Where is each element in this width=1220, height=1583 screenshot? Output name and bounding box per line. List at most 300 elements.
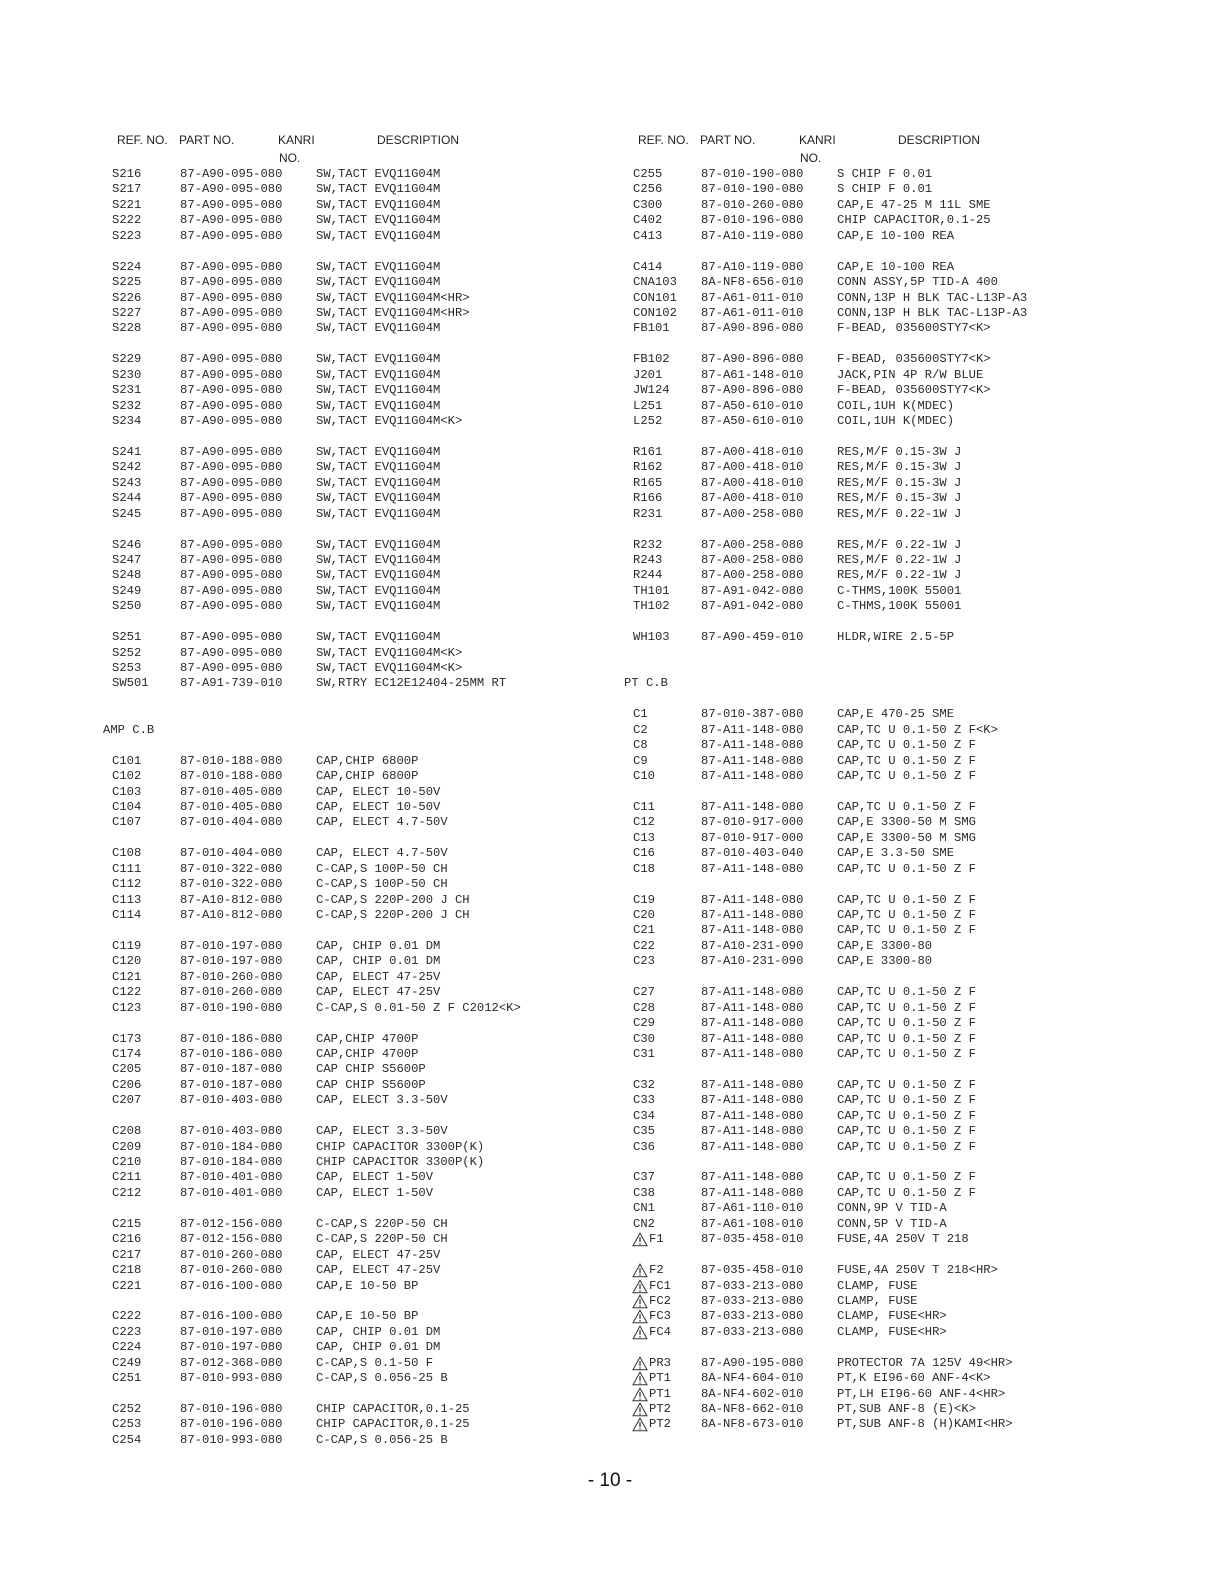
part-no: 87-A11-148-080 — [701, 1170, 804, 1185]
part-no: 87-A11-148-080 — [701, 1016, 804, 1031]
description: F-BEAD, 035600STY7<K> — [837, 321, 991, 336]
ref-no: C205 — [112, 1062, 142, 1077]
part-no: 87-A11-148-080 — [701, 753, 804, 768]
ref-no: C217 — [112, 1247, 142, 1262]
description: CONN,13P H BLK TAC-L13P-A3 — [837, 305, 1028, 320]
part-no: 8A-NF4-602-010 — [701, 1386, 804, 1401]
ref-no: F2 — [649, 1263, 664, 1278]
description: SW,RTRY EC12E12404-25MM RT — [316, 676, 507, 691]
description: SW,TACT EVQ11G04M — [316, 460, 441, 475]
description: CAP,E 3300-80 — [837, 938, 933, 953]
part-no: 87-A11-148-080 — [701, 722, 804, 737]
ref-no: C38 — [633, 1185, 655, 1200]
ref-no: C23 — [633, 954, 655, 969]
description: CAP,TC U 0.1-50 Z F — [837, 1185, 976, 1200]
part-no: 87-010-260-080 — [180, 1263, 283, 1278]
description: C-CAP,S 220P-200 J CH — [316, 908, 470, 922]
part-no: 87-A61-148-010 — [701, 367, 804, 382]
part-no-heading: PART NO. — [700, 133, 756, 147]
ref-no: C215 — [112, 1216, 142, 1231]
description: CAP, CHIP 0.01 DM — [316, 954, 441, 969]
description: CAP,TC U 0.1-50 Z F — [837, 753, 976, 768]
description: C-CAP,S 220P-50 CH — [316, 1216, 448, 1231]
part-no: 87-A90-095-080 — [180, 444, 283, 459]
warning-triangle-icon — [632, 1279, 648, 1294]
ref-no: S227 — [112, 305, 142, 320]
part-no: 87-010-187-080 — [180, 1077, 283, 1092]
ref-no: S234 — [112, 414, 142, 428]
part-no: 87-010-387-080 — [701, 707, 804, 722]
part-no: 87-010-197-080 — [180, 954, 283, 969]
description: CAP,TC U 0.1-50 Z F — [837, 892, 976, 907]
part-no: 87-A61-011-010 — [701, 305, 804, 320]
part-no: 87-010-196-080 — [701, 213, 804, 228]
ref-no: FB102 — [633, 352, 670, 367]
description: CAP,CHIP 6800P — [316, 753, 419, 768]
description: SW,TACT EVQ11G04M — [316, 383, 441, 398]
ref-no: FC3 — [649, 1309, 671, 1324]
part-no: 87-A90-896-080 — [701, 383, 804, 398]
ref-no: S246 — [112, 537, 142, 552]
ref-no: R244 — [633, 568, 663, 583]
description: CAP,E 3300-80 — [837, 954, 933, 969]
ref-no: C16 — [633, 846, 655, 861]
description: SW,TACT EVQ11G04M — [316, 599, 441, 614]
part-no: 87-A90-095-080 — [180, 259, 283, 274]
part-no: 87-A61-108-010 — [701, 1216, 804, 1231]
part-no: 87-010-190-080 — [180, 1000, 283, 1015]
ref-no: CN2 — [633, 1216, 655, 1231]
description: CAP,E 3300-50 M SMG — [837, 815, 976, 830]
part-no: 87-016-100-080 — [180, 1309, 283, 1324]
part-no: 87-A90-095-080 — [180, 599, 283, 614]
description: PROTECTOR 7A 125V 49<HR> — [837, 1355, 1013, 1370]
ref-no: R232 — [633, 537, 663, 552]
description: CLAMP, FUSE — [837, 1278, 918, 1293]
description: CAP,TC U 0.1-50 Z F<K> — [837, 722, 998, 737]
ref-no: J201 — [633, 367, 663, 382]
ref-no: FB101 — [633, 321, 670, 336]
ref-no: C35 — [633, 1124, 655, 1139]
part-no: 87-A61-110-010 — [701, 1201, 804, 1216]
ref-no: C103 — [112, 784, 142, 799]
part-no: 8A-NF8-656-010 — [701, 275, 804, 290]
part-no: 87-A90-095-080 — [180, 414, 283, 428]
warning-triangle-icon — [632, 1387, 648, 1402]
part-no: 87-A11-148-080 — [701, 1108, 804, 1123]
description: CAP,E 470-25 SME — [837, 707, 955, 722]
part-no: 87-010-403-080 — [180, 1124, 283, 1139]
description: CAP CHIP S5600P — [316, 1077, 426, 1092]
part-no: 87-A90-095-080 — [180, 645, 283, 660]
description: C-CAP,S 220P-50 CH — [316, 1232, 448, 1247]
ref-no: C221 — [112, 1278, 142, 1293]
description: PT,SUB ANF-8 (H)KAMI<HR> — [837, 1417, 1013, 1432]
ref-no: C249 — [112, 1355, 142, 1370]
description: F-BEAD, 035600STY7<K> — [837, 383, 991, 398]
ref-no: C18 — [633, 861, 655, 876]
description: S CHIP F 0.01 — [837, 167, 933, 181]
part-no: 87-A90-896-080 — [701, 321, 804, 336]
part-no: 87-A10-812-080 — [180, 892, 283, 907]
description: SW,TACT EVQ11G04M — [316, 197, 441, 212]
ref-no: R231 — [633, 506, 663, 521]
ref-no: C207 — [112, 1093, 142, 1108]
part-no: 87-A10-231-090 — [701, 954, 804, 969]
ref-no: C256 — [633, 182, 663, 197]
description: CAP,TC U 0.1-50 Z F — [837, 1031, 976, 1046]
part-no: 87-010-260-080 — [180, 1247, 283, 1262]
part-no: 87-016-100-080 — [180, 1278, 283, 1293]
description: SW,TACT EVQ11G04M — [316, 568, 441, 583]
ref-no: C222 — [112, 1309, 142, 1324]
part-no: 87-A90-195-080 — [701, 1355, 804, 1370]
description: C-THMS,100K 55001 — [837, 583, 962, 598]
part-no: 87-010-405-080 — [180, 784, 283, 799]
description: CHIP CAPACITOR 3300P(K) — [316, 1139, 485, 1154]
ref-no: C27 — [633, 985, 655, 1000]
part-no: 87-010-260-080 — [180, 985, 283, 1000]
ref-no: R162 — [633, 460, 663, 475]
ref-no: C216 — [112, 1232, 142, 1247]
description: CAP, ELECT 4.7-50V — [316, 815, 448, 830]
part-no: 87-A11-148-080 — [701, 738, 804, 753]
description: SW,TACT EVQ11G04M — [316, 321, 441, 336]
description: CAP,TC U 0.1-50 Z F — [837, 1093, 976, 1108]
description: CAP,TC U 0.1-50 Z F — [837, 908, 976, 922]
part-no: 87-A90-095-080 — [180, 321, 283, 336]
part-no: 87-033-213-080 — [701, 1309, 804, 1324]
part-no: 87-A00-418-010 — [701, 444, 804, 459]
description: CONN,5P V TID-A — [837, 1216, 947, 1231]
part-no: 8A-NF8-673-010 — [701, 1417, 804, 1432]
ref-no: WH103 — [633, 630, 670, 645]
ref-no: C13 — [633, 830, 655, 845]
ref-no: C9 — [633, 753, 648, 768]
description: SW,TACT EVQ11G04M — [316, 444, 441, 459]
kanri-no-heading: NO. — [800, 151, 822, 165]
part-no: 87-A00-418-010 — [701, 460, 804, 475]
description: RES,M/F 0.15-3W J — [837, 444, 962, 459]
description: SW,TACT EVQ11G04M — [316, 167, 441, 181]
ref-no: JW124 — [633, 383, 670, 398]
part-no: 87-010-197-080 — [180, 1324, 283, 1339]
ref-no: L252 — [633, 414, 663, 428]
description: SW,TACT EVQ11G04M — [316, 228, 441, 243]
part-no: 87-A00-418-010 — [701, 475, 804, 490]
description: CAP, ELECT 47-25V — [316, 969, 441, 984]
part-no: 87-A90-095-080 — [180, 383, 283, 398]
ref-no: S253 — [112, 661, 142, 675]
description: SW,TACT EVQ11G04M — [316, 213, 441, 228]
ref-no: C34 — [633, 1108, 655, 1123]
description: HLDR,WIRE 2.5-5P — [837, 630, 955, 645]
ref-no: TH101 — [633, 583, 670, 598]
description: CAP,TC U 0.1-50 Z F — [837, 1124, 976, 1139]
part-no: 87-A11-148-080 — [701, 923, 804, 938]
description: CAP,E 10-50 BP — [316, 1278, 419, 1293]
part-no: 87-012-156-080 — [180, 1216, 283, 1231]
description: CAP,TC U 0.1-50 Z F — [837, 985, 976, 1000]
ref-no: CON102 — [633, 305, 677, 320]
part-no: 87-A00-258-080 — [701, 506, 804, 521]
description: SW,TACT EVQ11G04M — [316, 182, 441, 197]
part-no: 87-A11-148-080 — [701, 1139, 804, 1154]
part-no: 87-A91-042-080 — [701, 583, 804, 598]
section-label: PT C.B — [624, 676, 668, 691]
ref-no: C212 — [112, 1185, 142, 1200]
description: CAP,E 10-100 REA — [837, 259, 955, 274]
description: SW,TACT EVQ11G04M — [316, 552, 441, 567]
part-no: 87-A11-148-080 — [701, 1046, 804, 1061]
description: CAP, ELECT 1-50V — [316, 1185, 434, 1200]
part-no: 87-010-184-080 — [180, 1155, 283, 1169]
ref-no: S251 — [112, 630, 142, 645]
part-no: 87-A11-148-080 — [701, 985, 804, 1000]
ref-no: S243 — [112, 475, 142, 490]
description: CAP, ELECT 47-25V — [316, 985, 441, 1000]
description: CAP,TC U 0.1-50 Z F — [837, 1077, 976, 1092]
description: SW,TACT EVQ11G04M — [316, 491, 441, 506]
ref-no: FC2 — [649, 1293, 671, 1308]
ref-no: C2 — [633, 722, 648, 737]
warning-triangle-icon — [632, 1309, 648, 1324]
description: COIL,1UH K(MDEC) — [837, 398, 955, 413]
description: CAP, ELECT 4.7-50V — [316, 846, 448, 861]
ref-no: PT2 — [649, 1402, 671, 1416]
description: C-CAP,S 100P-50 CH — [316, 877, 448, 892]
ref-no: FC1 — [649, 1278, 671, 1293]
description: CAP CHIP S5600P — [316, 1062, 426, 1077]
part-no: 87-010-401-080 — [180, 1185, 283, 1200]
ref-no: C254 — [112, 1432, 142, 1447]
description: C-CAP,S 100P-50 CH — [316, 861, 448, 876]
description: PT,SUB ANF-8 (E)<K> — [837, 1402, 976, 1416]
ref-no: C30 — [633, 1031, 655, 1046]
description: SW,TACT EVQ11G04M — [316, 475, 441, 490]
part-no: 87-A90-095-080 — [180, 305, 283, 320]
part-no: 87-012-156-080 — [180, 1232, 283, 1247]
ref-no: R165 — [633, 475, 663, 490]
part-no: 87-033-213-080 — [701, 1278, 804, 1293]
part-no: 87-A11-148-080 — [701, 1077, 804, 1092]
part-no: 87-010-190-080 — [701, 182, 804, 197]
part-no: 87-A90-095-080 — [180, 197, 283, 212]
description: RES,M/F 0.22-1W J — [837, 506, 962, 521]
part-no: 87-A11-148-080 — [701, 908, 804, 922]
part-no: 87-A11-148-080 — [701, 799, 804, 814]
description: CAP,TC U 0.1-50 Z F — [837, 1016, 976, 1031]
description: PT,K EI96-60 ANF-4<K> — [837, 1371, 991, 1386]
part-no: 87-010-404-080 — [180, 815, 283, 830]
description: RES,M/F 0.15-3W J — [837, 491, 962, 506]
ref-no: C122 — [112, 985, 142, 1000]
ref-no: C37 — [633, 1170, 655, 1185]
ref-no: C209 — [112, 1139, 142, 1154]
ref-no: C33 — [633, 1093, 655, 1108]
ref-no: S230 — [112, 367, 142, 382]
ref-no: C29 — [633, 1016, 655, 1031]
part-no: 87-010-260-080 — [701, 197, 804, 212]
ref-no-heading: REF. NO. — [638, 133, 689, 147]
description: CAP,TC U 0.1-50 Z F — [837, 1170, 976, 1185]
description: CAP,CHIP 4700P — [316, 1046, 419, 1061]
description: F-BEAD, 035600STY7<K> — [837, 352, 991, 367]
ref-no: S231 — [112, 383, 142, 398]
ref-no: C32 — [633, 1077, 655, 1092]
part-no: 87-010-917-000 — [701, 815, 804, 830]
ref-no: S249 — [112, 583, 142, 598]
description: CHIP CAPACITOR,0.1-25 — [316, 1402, 470, 1416]
ref-no: C20 — [633, 908, 655, 922]
description: SW,TACT EVQ11G04M — [316, 537, 441, 552]
ref-no: C174 — [112, 1046, 142, 1061]
description: CAP,TC U 0.1-50 Z F — [837, 769, 976, 784]
part-no: 87-A11-148-080 — [701, 1000, 804, 1015]
description: CHIP CAPACITOR,0.1-25 — [837, 213, 991, 228]
description: CONN ASSY,5P TID-A 400 — [837, 275, 998, 290]
description: S CHIP F 0.01 — [837, 182, 933, 197]
description: CAP,CHIP 4700P — [316, 1031, 419, 1046]
warning-triangle-icon — [632, 1325, 648, 1340]
ref-no: S229 — [112, 352, 142, 367]
ref-no: S222 — [112, 213, 142, 228]
ref-no: C120 — [112, 954, 142, 969]
part-no: 87-A10-231-090 — [701, 938, 804, 953]
description: C-CAP,S 0.056-25 B — [316, 1432, 448, 1447]
ref-no: R166 — [633, 491, 663, 506]
ref-no: C8 — [633, 738, 648, 753]
ref-no: PR3 — [649, 1355, 671, 1370]
description: SW,TACT EVQ11G04M — [316, 583, 441, 598]
ref-no: C10 — [633, 769, 655, 784]
warning-triangle-icon — [632, 1294, 648, 1309]
ref-no: TH102 — [633, 599, 670, 614]
part-no: 87-A00-258-080 — [701, 568, 804, 583]
description: SW,TACT EVQ11G04M<K> — [316, 645, 463, 660]
description: CAP, CHIP 0.01 DM — [316, 1340, 441, 1355]
part-no: 87-A61-011-010 — [701, 290, 804, 305]
description: CAP,TC U 0.1-50 Z F — [837, 1000, 976, 1015]
description: CAP,E 3300-50 M SMG — [837, 830, 976, 845]
ref-no: C251 — [112, 1371, 142, 1386]
ref-no: C206 — [112, 1077, 142, 1092]
part-no: 87-010-190-080 — [701, 167, 804, 181]
description: C-CAP,S 0.056-25 B — [316, 1371, 448, 1386]
part-no: 87-A00-418-010 — [701, 491, 804, 506]
description: CAP,TC U 0.1-50 Z F — [837, 799, 976, 814]
ref-no: C107 — [112, 815, 142, 830]
part-no: 87-A10-812-080 — [180, 908, 283, 922]
ref-no: C210 — [112, 1155, 142, 1169]
ref-no: C252 — [112, 1402, 142, 1416]
part-no: 87-A90-095-080 — [180, 475, 283, 490]
part-no: 87-A10-119-080 — [701, 228, 804, 243]
description: SW,TACT EVQ11G04M — [316, 259, 441, 274]
section-label: AMP C.B — [103, 722, 155, 737]
part-no: 87-A90-896-080 — [701, 352, 804, 367]
ref-no: C102 — [112, 769, 142, 784]
ref-no: C253 — [112, 1417, 142, 1432]
description: CAP, CHIP 0.01 DM — [316, 938, 441, 953]
part-no: 87-010-188-080 — [180, 769, 283, 784]
part-no: 87-010-196-080 — [180, 1402, 283, 1416]
part-no-heading: PART NO. — [179, 133, 235, 147]
ref-no: CON101 — [633, 290, 677, 305]
ref-no: C108 — [112, 846, 142, 861]
warning-triangle-icon — [632, 1263, 648, 1278]
description: C-CAP,S 220P-200 J CH — [316, 892, 470, 907]
description: CAP,TC U 0.1-50 Z F — [837, 1139, 976, 1154]
part-no: 87-010-403-040 — [701, 846, 804, 861]
description: FUSE,4A 250V T 218 — [837, 1232, 969, 1247]
part-no: 87-A90-095-080 — [180, 182, 283, 197]
ref-no: R243 — [633, 552, 663, 567]
part-no: 87-010-322-080 — [180, 861, 283, 876]
part-no: 87-A11-148-080 — [701, 1093, 804, 1108]
part-no: 87-A91-739-010 — [180, 676, 283, 691]
description: CHIP CAPACITOR 3300P(K) — [316, 1155, 485, 1169]
ref-no: C123 — [112, 1000, 142, 1015]
part-no: 87-A91-042-080 — [701, 599, 804, 614]
part-no: 87-A11-148-080 — [701, 1124, 804, 1139]
description: SW,TACT EVQ11G04M — [316, 367, 441, 382]
part-no: 87-012-368-080 — [180, 1355, 283, 1370]
warning-triangle-icon — [632, 1356, 648, 1371]
part-no: 87-033-213-080 — [701, 1293, 804, 1308]
description: SW,TACT EVQ11G04M<K> — [316, 414, 463, 428]
description: CAP,E 47-25 M 11L SME — [837, 197, 991, 212]
description: CLAMP, FUSE — [837, 1293, 918, 1308]
kanri-no-heading: NO. — [279, 151, 301, 165]
description: RES,M/F 0.15-3W J — [837, 460, 962, 475]
part-no: 87-A90-095-080 — [180, 568, 283, 583]
description: SW,TACT EVQ11G04M<HR> — [316, 290, 470, 305]
description: FUSE,4A 250V T 218<HR> — [837, 1263, 998, 1278]
ref-no: PT1 — [649, 1386, 671, 1401]
description: CAP, ELECT 3.3-50V — [316, 1124, 448, 1139]
description: CAP,TC U 0.1-50 Z F — [837, 1046, 976, 1061]
part-no: 87-A10-119-080 — [701, 259, 804, 274]
description: CONN,9P V TID-A — [837, 1201, 947, 1216]
ref-no: S226 — [112, 290, 142, 305]
ref-no: S217 — [112, 182, 142, 197]
part-no: 87-A90-095-080 — [180, 491, 283, 506]
description: SW,TACT EVQ11G04M<K> — [316, 661, 463, 675]
ref-no: C208 — [112, 1124, 142, 1139]
ref-no: S221 — [112, 197, 142, 212]
part-no: 87-A90-095-080 — [180, 460, 283, 475]
ref-no: C413 — [633, 228, 663, 243]
description: JACK,PIN 4P R/W BLUE — [837, 367, 984, 382]
part-no: 87-033-213-080 — [701, 1324, 804, 1339]
ref-no: L251 — [633, 398, 663, 413]
part-no: 8A-NF4-604-010 — [701, 1371, 804, 1386]
description: CAP, ELECT 1-50V — [316, 1170, 434, 1185]
description: CAP,CHIP 6800P — [316, 769, 419, 784]
part-no: 87-A90-095-080 — [180, 367, 283, 382]
ref-no: R161 — [633, 444, 663, 459]
description: CAP,TC U 0.1-50 Z F — [837, 861, 976, 876]
part-no: 87-010-401-080 — [180, 1170, 283, 1185]
ref-no: C211 — [112, 1170, 142, 1185]
description: SW,TACT EVQ11G04M<HR> — [316, 305, 470, 320]
description: CAP,E 3.3-50 SME — [837, 846, 955, 861]
ref-no: C402 — [633, 213, 663, 228]
ref-no-heading: REF. NO. — [117, 133, 168, 147]
description: PT,LH EI96-60 ANF-4<HR> — [837, 1386, 1006, 1401]
kanri-heading: KANRI — [799, 133, 836, 147]
